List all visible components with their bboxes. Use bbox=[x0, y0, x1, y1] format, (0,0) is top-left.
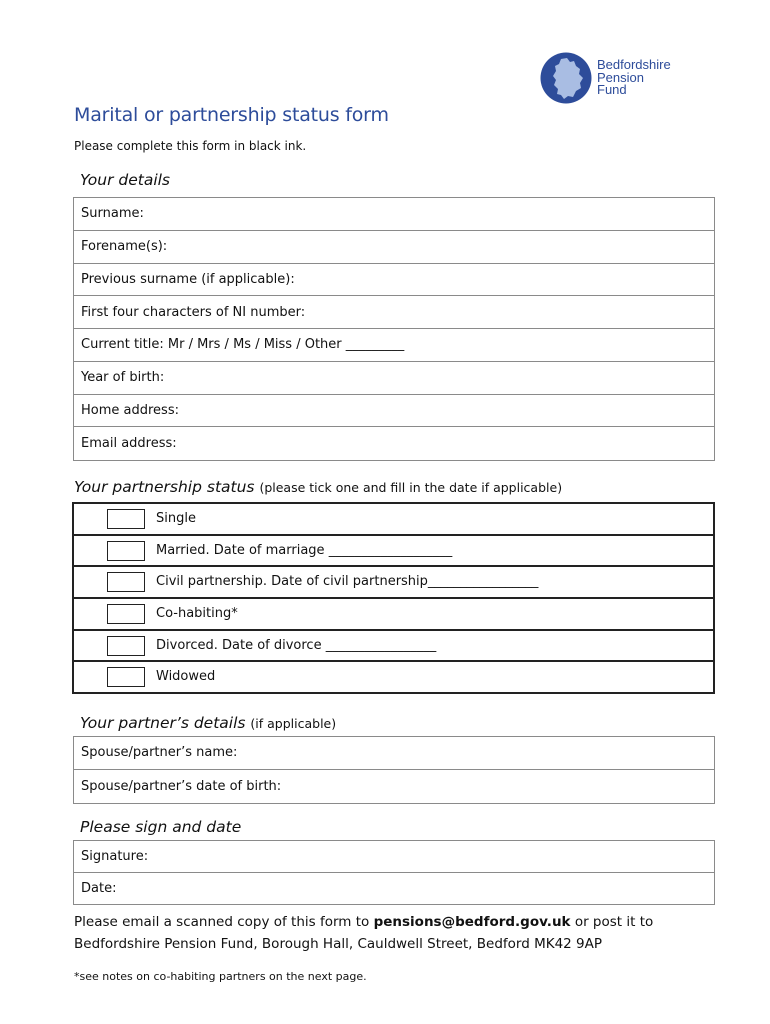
submission-instructions bbox=[74, 912, 653, 955]
status-option-label: Civil partnership. Date of civil partnership_________________ bbox=[156, 574, 539, 590]
field-label: Home address: bbox=[81, 402, 179, 418]
logo-line-3: Fund bbox=[597, 82, 627, 97]
logo-line-1: Bedfordshire bbox=[597, 57, 671, 72]
partnership-status-title: Your partnership status bbox=[74, 478, 255, 496]
partnership-status-note: (please tick one and fill in the date if applicable) bbox=[259, 480, 563, 495]
postal-address: Bedfordshire Pension Fund, Borough Hall, Cauldwell Street, Bedford MK42 9AP bbox=[74, 935, 603, 952]
email-address-field[interactable] bbox=[74, 427, 714, 460]
footnote: *see notes on co-habiting partners on the next page. bbox=[74, 970, 367, 983]
current-title-field[interactable] bbox=[74, 329, 714, 362]
field-label: Spouse/partner’s date of birth: bbox=[81, 778, 282, 794]
married-checkbox[interactable] bbox=[107, 541, 145, 561]
forenames-field[interactable] bbox=[74, 231, 714, 264]
bedfordshire-map-icon bbox=[540, 52, 592, 104]
field-label: Email address: bbox=[81, 436, 177, 452]
status-option-label: Single bbox=[156, 511, 196, 526]
home-address-field[interactable] bbox=[74, 395, 714, 428]
partner-details-title: Your partner’s details bbox=[80, 714, 246, 732]
field-label: Year of birth: bbox=[81, 370, 165, 386]
logo-line-2: Pension bbox=[597, 69, 644, 85]
partner-details-heading bbox=[80, 714, 336, 732]
signature-field[interactable] bbox=[74, 841, 714, 873]
status-option-divorced bbox=[74, 631, 713, 663]
status-option-married bbox=[74, 536, 713, 568]
civil-partnership-checkbox[interactable] bbox=[107, 572, 145, 592]
instructions-line-1 bbox=[74, 912, 653, 934]
partnership-status-table bbox=[72, 502, 715, 694]
status-option-widowed bbox=[74, 662, 713, 694]
your-details-heading: Your details bbox=[80, 171, 171, 189]
surname-field[interactable] bbox=[74, 198, 714, 231]
divorced-checkbox[interactable] bbox=[107, 636, 145, 656]
email-link[interactable]: pensions@bedford.gov.uk bbox=[373, 914, 571, 930]
status-option-label: Divorced. Date of divorce _________________ bbox=[156, 637, 437, 653]
status-option-label: Widowed bbox=[156, 669, 216, 685]
ni-number-field[interactable] bbox=[74, 296, 714, 329]
partnership-status-heading bbox=[74, 478, 562, 496]
previous-surname-field[interactable] bbox=[74, 264, 714, 297]
partner-dob-field[interactable] bbox=[74, 770, 714, 803]
page-subtitle: Please complete this form in black ink. bbox=[74, 139, 307, 153]
status-option-civil-partnership bbox=[74, 567, 713, 599]
sign-date-heading: Please sign and date bbox=[80, 818, 242, 836]
field-label: Date: bbox=[81, 880, 117, 896]
status-option-label: Married. Date of marriage ___________________ bbox=[156, 542, 453, 558]
partner-details-table bbox=[73, 736, 715, 804]
field-label: Forename(s): bbox=[81, 239, 168, 255]
logo bbox=[540, 51, 700, 107]
page-title: Marital or partnership status form bbox=[74, 104, 389, 126]
field-label: Spouse/partner’s name: bbox=[81, 745, 238, 761]
status-option-single bbox=[74, 504, 713, 536]
instructions-post: or post it to bbox=[570, 914, 654, 930]
status-option-cohabiting bbox=[74, 599, 713, 631]
partner-name-field[interactable] bbox=[74, 737, 714, 770]
field-label: First four characters of NI number: bbox=[81, 304, 306, 320]
field-label: Surname: bbox=[81, 206, 144, 222]
status-option-label: Co-habiting* bbox=[156, 606, 238, 622]
logo-wordmark bbox=[597, 59, 671, 97]
single-checkbox[interactable] bbox=[107, 509, 145, 529]
field-label: Signature: bbox=[81, 848, 149, 864]
partner-details-note: (if applicable) bbox=[250, 716, 337, 731]
field-label: Current title: Mr / Mrs / Ms / Miss / Other _________ bbox=[81, 337, 405, 353]
field-label: Previous surname (if applicable): bbox=[81, 271, 295, 287]
date-field[interactable] bbox=[74, 873, 714, 905]
cohabiting-checkbox[interactable] bbox=[107, 604, 145, 624]
widowed-checkbox[interactable] bbox=[107, 667, 145, 687]
your-details-table bbox=[73, 197, 715, 461]
instructions-pre: Please email a scanned copy of this form to bbox=[74, 914, 374, 930]
year-of-birth-field[interactable] bbox=[74, 362, 714, 395]
sign-date-table bbox=[73, 840, 715, 905]
